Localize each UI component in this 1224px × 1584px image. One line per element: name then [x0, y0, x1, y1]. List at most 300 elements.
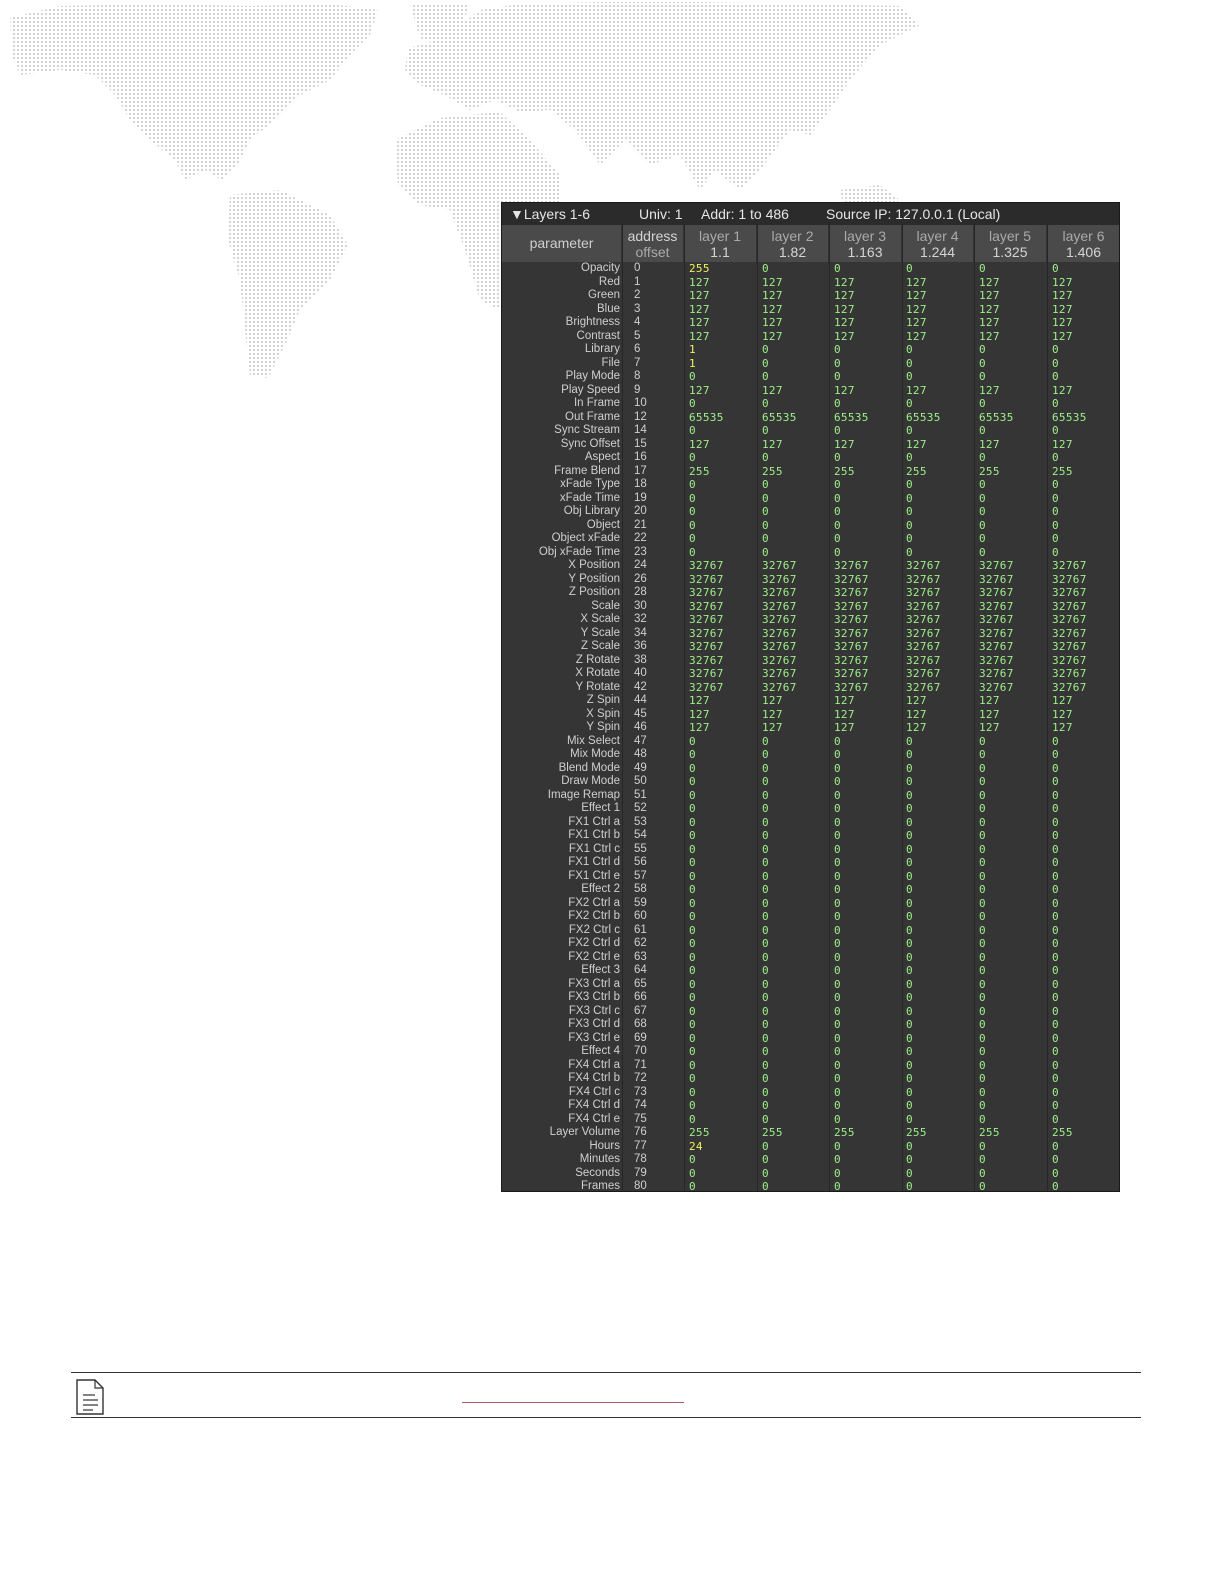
- address-offset: 4: [634, 316, 641, 328]
- layer-value: 0: [979, 532, 986, 545]
- layer-value: 32767: [906, 640, 941, 653]
- layer-value: 32767: [762, 613, 797, 626]
- layer-value: 127: [762, 289, 783, 302]
- layer-value: 32767: [689, 572, 724, 586]
- layer-value: 127: [979, 302, 1000, 316]
- layer-value: 0: [689, 923, 696, 937]
- parameter-name: X Rotate: [575, 667, 620, 679]
- layer-value: 0: [979, 505, 986, 518]
- layer-value: 0: [834, 1153, 841, 1166]
- layer-value: 0: [906, 478, 913, 491]
- layer-value: 0: [906, 1072, 913, 1085]
- parameter-name: FX3 Ctrl c: [568, 1004, 620, 1017]
- layer-value: 32767: [1052, 653, 1087, 667]
- table-row: [502, 802, 1120, 816]
- table-row: [502, 1086, 1120, 1100]
- address-offset: 2: [634, 289, 641, 301]
- layer-address: 1.325: [992, 244, 1028, 260]
- address-offset: 61: [634, 923, 647, 936]
- layer-value: 0: [762, 1099, 769, 1112]
- layer-value: 0: [979, 424, 986, 437]
- layer-value: 0: [762, 937, 769, 950]
- layer-value: 0: [979, 1004, 986, 1018]
- layer-name: layer 6: [1062, 228, 1105, 244]
- layer-value: 0: [762, 1139, 769, 1153]
- layer-value: 0: [689, 518, 696, 532]
- layer-value: 0: [906, 883, 913, 896]
- layer-value: 127: [979, 694, 1000, 707]
- layer-value: 0: [1052, 1099, 1059, 1112]
- layer-value: 127: [1052, 721, 1073, 734]
- address-offset: 8: [634, 370, 641, 382]
- address-offset: 77: [634, 1139, 647, 1152]
- layer-value: 0: [762, 1045, 769, 1058]
- layer-value: 127: [762, 316, 783, 329]
- layer-value: 0: [689, 1112, 696, 1126]
- address-offset: 71: [634, 1058, 647, 1071]
- table-row: [502, 600, 1120, 614]
- table-row: [502, 1059, 1120, 1073]
- layer-address: 1.82: [778, 244, 807, 260]
- layer-value: 0: [762, 869, 769, 883]
- layer-value: 0: [979, 937, 986, 950]
- layer-value: 0: [1052, 518, 1059, 532]
- layer-value: 127: [1052, 437, 1073, 451]
- address-offset: 38: [634, 653, 647, 666]
- table-row: [502, 667, 1120, 681]
- parameter-name: Opacity: [581, 262, 620, 274]
- parameter-name: Effect 2: [581, 883, 620, 895]
- footer-bottom-rule: [71, 1417, 1141, 1418]
- parameter-name: FX2 Ctrl c: [568, 923, 620, 936]
- address-offset: 10: [634, 397, 647, 409]
- address-offset: 72: [634, 1072, 647, 1084]
- parameter-name: FX2 Ctrl d: [568, 937, 620, 949]
- layer-value: 32767: [1052, 613, 1087, 626]
- table-row: [502, 1099, 1120, 1113]
- address-offset: 67: [634, 1004, 647, 1017]
- layer-value: 0: [1052, 1058, 1059, 1072]
- address-offset: 68: [634, 1018, 647, 1030]
- layer-value: 32767: [1052, 640, 1087, 653]
- parameter-name: FX4 Ctrl e: [568, 1112, 620, 1125]
- layer-value: 0: [1052, 1045, 1059, 1058]
- layer-value: 127: [979, 316, 1000, 329]
- table-row: [502, 951, 1120, 965]
- layer-value: 0: [1052, 478, 1059, 491]
- layer-value: 0: [1052, 505, 1059, 518]
- parameter-name: Obj Library: [563, 505, 620, 517]
- layer-value: 0: [762, 991, 769, 1004]
- layer-value: 0: [979, 883, 986, 896]
- layer-value: 0: [979, 1058, 986, 1072]
- parameter-name: X Spin: [586, 707, 620, 720]
- layer-value: 0: [979, 451, 986, 464]
- layer-value: 0: [979, 370, 986, 383]
- layer-value: 0: [1052, 1004, 1059, 1018]
- layer-value: 0: [1052, 977, 1059, 991]
- table-row: [502, 924, 1120, 938]
- table-row: [502, 343, 1120, 357]
- layer-value: 0: [689, 977, 696, 991]
- layer-value: 0: [834, 896, 841, 910]
- layer-value: 0: [762, 262, 769, 275]
- layer-value: 0: [906, 505, 913, 518]
- address-offset: 79: [634, 1166, 647, 1179]
- layer-address: 1.163: [847, 244, 883, 260]
- layer-value: 0: [1052, 775, 1059, 788]
- address-offset: 45: [634, 707, 647, 720]
- layer-value: 127: [834, 721, 855, 734]
- layer-value: 127: [979, 329, 1000, 343]
- layer-value: 0: [979, 1018, 986, 1031]
- parameter-name: FX4 Ctrl a: [568, 1058, 620, 1071]
- layer-value: 32767: [834, 640, 869, 653]
- layer-value: 0: [979, 869, 986, 883]
- address-offset: 36: [634, 640, 647, 652]
- layer-value: 0: [1052, 451, 1059, 464]
- layer-value: 255: [1052, 1126, 1073, 1139]
- parameter-name: Effect 3: [581, 964, 620, 976]
- address-offset: 26: [634, 572, 647, 585]
- layer-value: 32767: [834, 680, 869, 694]
- layer-value: 0: [979, 356, 986, 370]
- table-row: [502, 411, 1120, 425]
- panel-title[interactable]: ▼Layers 1-6: [510, 206, 591, 222]
- address-offset: 30: [634, 599, 647, 612]
- layer-value: 32767: [689, 667, 724, 680]
- layer-value: 127: [762, 437, 783, 451]
- layer-value: 0: [762, 977, 769, 991]
- layer-value: 0: [1052, 397, 1059, 410]
- layer-value: 255: [762, 464, 783, 478]
- address-offset-column-header: [622, 225, 684, 262]
- table-row: [502, 276, 1120, 290]
- layer-value: 32767: [979, 559, 1014, 572]
- address-offset: 34: [634, 626, 647, 639]
- layer-value: 0: [906, 896, 913, 910]
- layer-value: 0: [762, 545, 769, 559]
- layer-value: 127: [834, 383, 855, 397]
- layer-value: 65535: [689, 410, 724, 424]
- layer-value: 127: [689, 329, 710, 343]
- layer-value: 0: [762, 478, 769, 491]
- footer-link-underline[interactable]: [462, 1402, 684, 1403]
- layer-value: 32767: [762, 599, 797, 613]
- layer-value: 127: [1052, 707, 1073, 721]
- layer-value: 0: [689, 815, 696, 829]
- layer-value: 32767: [979, 613, 1014, 626]
- layer-value: 0: [834, 370, 841, 383]
- layer-value: 0: [906, 910, 913, 923]
- table-row: [502, 748, 1120, 762]
- layer-value: 0: [689, 397, 696, 410]
- table-row: [502, 897, 1120, 911]
- layer-column-header-2: [757, 225, 829, 262]
- layer-value: 0: [1052, 923, 1059, 937]
- layer-value: 0: [1052, 856, 1059, 869]
- layer-value: 0: [1052, 869, 1059, 883]
- address-offset: 70: [634, 1045, 647, 1057]
- layer-value: 0: [834, 1004, 841, 1018]
- layer-value: 32767: [689, 586, 724, 599]
- layer-name: layer 5: [988, 228, 1032, 244]
- layer-value: 0: [1052, 370, 1059, 383]
- layer-value: 0: [906, 1166, 913, 1180]
- table-row: [502, 681, 1120, 695]
- layer-value: 255: [689, 1126, 710, 1139]
- table-row: [502, 1140, 1120, 1154]
- layer-value: 0: [1052, 896, 1059, 910]
- layer-value: 0: [762, 424, 769, 437]
- table-row: [502, 505, 1120, 519]
- layer-value: 32767: [834, 667, 869, 680]
- parameter-name: In Frame: [573, 397, 620, 409]
- parameter-name: Red: [598, 275, 620, 288]
- table-row: [502, 910, 1120, 924]
- layer-value: 0: [906, 356, 913, 370]
- layer-value: 0: [979, 1072, 986, 1085]
- layer-value: 0: [762, 896, 769, 910]
- parameter-name: Object xFade: [551, 532, 620, 544]
- parameter-name: Y Spin: [586, 721, 620, 733]
- table-row: [502, 384, 1120, 398]
- layer-value: 0: [906, 343, 913, 356]
- layer-value: 0: [979, 1112, 986, 1126]
- address-offset: 64: [634, 964, 647, 976]
- layer-column-header-3: [829, 225, 902, 262]
- layer-value: 0: [979, 1153, 986, 1166]
- layer-value: 32767: [1052, 586, 1087, 599]
- layer-value: 0: [906, 397, 913, 410]
- table-row: [502, 370, 1120, 384]
- layer-value: 0: [762, 802, 769, 815]
- layer-value: 0: [906, 761, 913, 775]
- layer-value: 32767: [762, 640, 797, 653]
- address-offset: 76: [634, 1126, 647, 1138]
- layer-value: 0: [906, 829, 913, 842]
- layer-value: 127: [979, 721, 1000, 734]
- layer-value: 0: [762, 775, 769, 788]
- layer-value: 32767: [834, 613, 869, 626]
- layer-value: 0: [906, 977, 913, 991]
- layer-value: 32767: [906, 559, 941, 572]
- layer-value: 0: [1052, 802, 1059, 815]
- address-offset: 62: [634, 937, 647, 949]
- parameter-name: Brightness: [565, 316, 620, 328]
- table-row: [502, 1180, 1120, 1192]
- layer-value: 0: [906, 1153, 913, 1166]
- layer-value: 0: [762, 505, 769, 518]
- layer-value: 0: [834, 1045, 841, 1058]
- address-offset: 17: [634, 464, 647, 477]
- layer-value: 0: [689, 937, 696, 950]
- layer-value: 0: [834, 842, 841, 856]
- layer-value: 0: [906, 869, 913, 883]
- universe-label: Univ: 1: [639, 206, 683, 222]
- layer-value: 0: [834, 1112, 841, 1126]
- layer-value: 0: [762, 370, 769, 383]
- layer-value: 127: [979, 275, 1000, 289]
- layer-value: 0: [762, 856, 769, 869]
- layer-value: 0: [689, 1166, 696, 1180]
- parameter-name: Frame Blend: [554, 464, 620, 477]
- address-offset: 6: [634, 343, 641, 355]
- layer-value: 0: [1052, 883, 1059, 896]
- table-row: [502, 303, 1120, 317]
- layer-value: 255: [834, 1126, 855, 1139]
- address-offset: 44: [634, 694, 647, 706]
- table-row: [502, 1072, 1120, 1086]
- table-row: [502, 735, 1120, 749]
- layer-value: 0: [1052, 910, 1059, 923]
- layer-value: 0: [1052, 1153, 1059, 1166]
- layer-value: 32767: [906, 626, 941, 640]
- layer-value: 127: [762, 302, 783, 316]
- layer-value: 0: [1052, 1031, 1059, 1045]
- table-row: [502, 856, 1120, 870]
- layer-value: 65535: [762, 410, 797, 424]
- parameter-name: FX1 Ctrl b: [568, 829, 620, 841]
- parameter-name: X Position: [568, 559, 620, 571]
- layers-panel: [501, 202, 1120, 1192]
- layer-value: 0: [689, 1031, 696, 1045]
- table-row: [502, 1167, 1120, 1181]
- layer-value: 0: [762, 788, 769, 802]
- parameter-name: Y Position: [568, 572, 620, 585]
- layer-value: 0: [979, 910, 986, 923]
- layer-value: 255: [979, 464, 1000, 478]
- layer-value: 32767: [689, 640, 724, 653]
- parameter-name: FX3 Ctrl e: [568, 1031, 620, 1044]
- address-header-line1: address: [627, 228, 678, 244]
- table-row: [502, 1032, 1120, 1046]
- layer-value: 0: [689, 829, 696, 842]
- layer-value: 0: [906, 1112, 913, 1126]
- layer-value: 32767: [689, 559, 724, 572]
- layer-value: 0: [979, 1085, 986, 1099]
- map-north-america: [10, 4, 378, 180]
- layer-value: 0: [1052, 842, 1059, 856]
- layer-value: 0: [1052, 829, 1059, 842]
- layer-value: 127: [906, 383, 927, 397]
- layer-value: 0: [762, 815, 769, 829]
- parameter-name: Y Rotate: [575, 680, 620, 693]
- layer-value: 0: [762, 1018, 769, 1031]
- layer-value: 32767: [689, 613, 724, 626]
- parameter-name: Frames: [581, 1180, 620, 1192]
- table-row: [502, 964, 1120, 978]
- layer-value: 0: [906, 815, 913, 829]
- layer-value: 32767: [979, 653, 1014, 667]
- layer-value: 0: [906, 788, 913, 802]
- layer-value: 32767: [1052, 667, 1087, 680]
- layer-value: 0: [906, 1085, 913, 1099]
- layer-value: 0: [834, 815, 841, 829]
- layer-value: 0: [979, 802, 986, 815]
- parameter-name: Mix Select: [566, 734, 620, 747]
- layer-value: 0: [689, 424, 696, 437]
- layer-value: 0: [834, 950, 841, 964]
- table-row: [502, 775, 1120, 789]
- layer-value: 32767: [834, 599, 869, 613]
- layer-value: 0: [906, 532, 913, 545]
- parameter-name: xFade Type: [560, 478, 620, 490]
- layer-value: 0: [689, 1058, 696, 1072]
- layer-value: 0: [1052, 748, 1059, 761]
- address-offset: 5: [634, 329, 641, 342]
- layer-value: 127: [1052, 289, 1073, 302]
- layer-value: 32767: [689, 680, 724, 694]
- table-row: [502, 262, 1120, 276]
- layer-value: 0: [762, 829, 769, 842]
- layer-value: 0: [979, 1139, 986, 1153]
- layer-value: 0: [689, 788, 696, 802]
- layer-value: 0: [1052, 1085, 1059, 1099]
- layer-value: 127: [906, 694, 927, 707]
- parameter-name: Green: [588, 289, 620, 301]
- layer-value: 0: [834, 1018, 841, 1031]
- layer-value: 127: [834, 289, 855, 302]
- parameter-name: File: [601, 356, 620, 369]
- table-row: [502, 991, 1120, 1005]
- layer-value: 0: [834, 343, 841, 356]
- layer-value: 0: [834, 1139, 841, 1153]
- address-offset: 46: [634, 721, 647, 733]
- layer-value: 0: [979, 761, 986, 775]
- layer-value: 0: [979, 829, 986, 842]
- layer-value: 32767: [906, 572, 941, 586]
- layer-value: 0: [834, 478, 841, 491]
- table-row: [502, 1126, 1120, 1140]
- address-offset: 75: [634, 1112, 647, 1125]
- layer-value: 0: [834, 734, 841, 748]
- parameter-name: FX3 Ctrl d: [568, 1018, 620, 1030]
- table-row: [502, 816, 1120, 830]
- parameter-name: Minutes: [579, 1153, 620, 1165]
- layer-value: 127: [762, 275, 783, 289]
- layer-value: 65535: [834, 410, 869, 424]
- layer-value: 0: [689, 964, 696, 977]
- parameter-name: Draw Mode: [561, 775, 620, 787]
- layer-column-header-5: [974, 225, 1047, 262]
- layer-value: 32767: [762, 559, 797, 572]
- layer-value: 32767: [1052, 599, 1087, 613]
- layer-value: 127: [1052, 329, 1073, 343]
- parameter-name: Contrast: [576, 329, 620, 342]
- parameter-name: Z Scale: [581, 640, 620, 652]
- table-row: [502, 843, 1120, 857]
- layer-value: 0: [834, 883, 841, 896]
- layer-value: 0: [906, 842, 913, 856]
- table-row: [502, 762, 1120, 776]
- layer-value: 0: [979, 788, 986, 802]
- layer-value: 0: [906, 1099, 913, 1112]
- layer-value: 127: [1052, 316, 1073, 329]
- layer-value: 127: [689, 383, 710, 397]
- table-row: [502, 559, 1120, 573]
- layer-value: 0: [979, 964, 986, 977]
- layer-value: 0: [906, 1139, 913, 1153]
- layer-value: 0: [762, 964, 769, 977]
- layer-value: 32767: [689, 653, 724, 667]
- layer-value: 127: [906, 721, 927, 734]
- table-row: [502, 546, 1120, 560]
- parameter-name: Scale: [591, 599, 620, 612]
- table-row: [502, 708, 1120, 722]
- parameter-name: Sync Offset: [560, 437, 620, 450]
- layer-value: 0: [834, 829, 841, 842]
